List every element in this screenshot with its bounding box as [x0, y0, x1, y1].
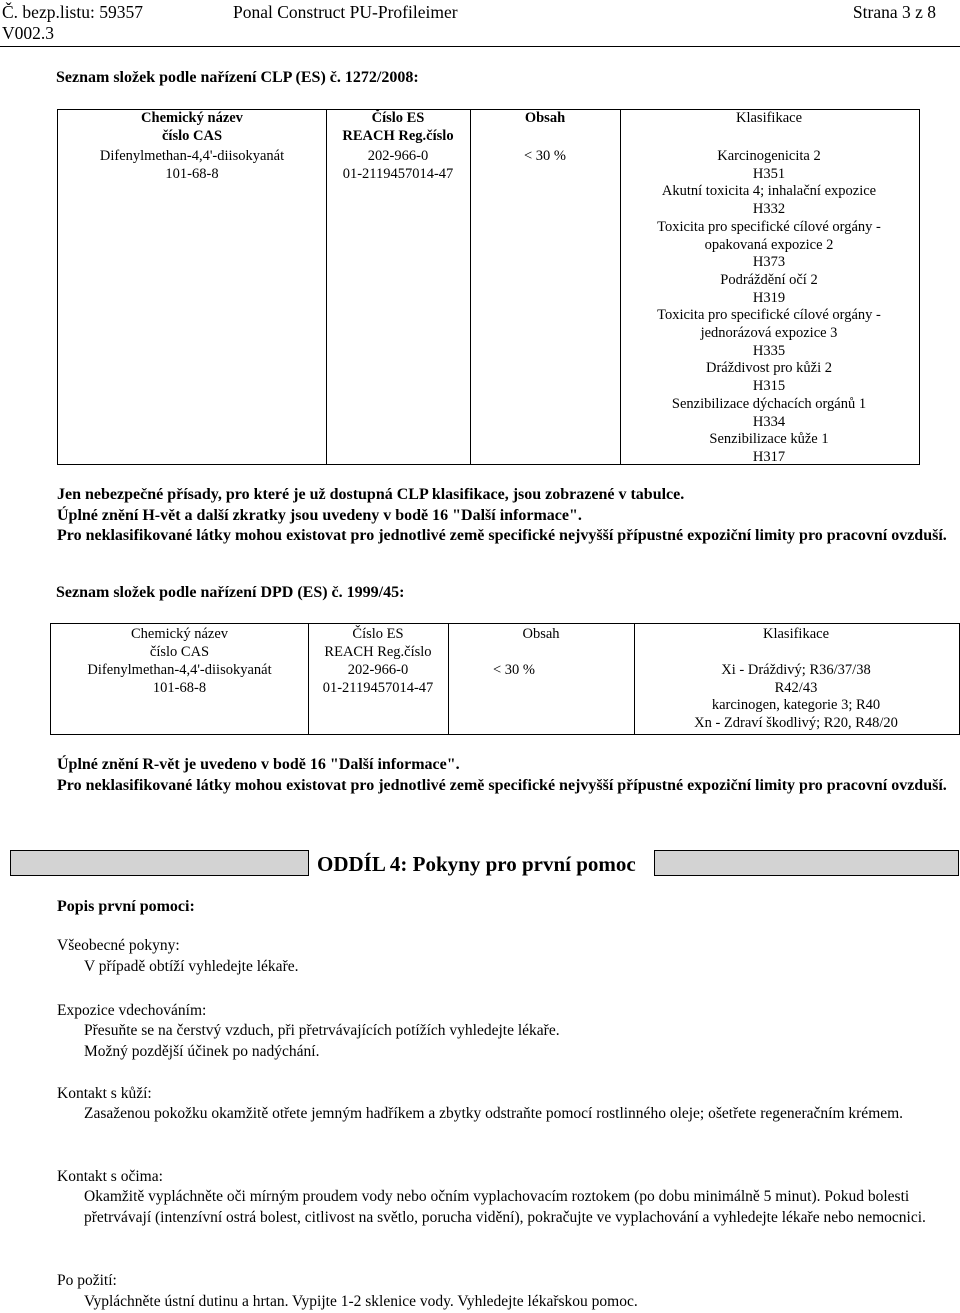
section-bar [654, 850, 959, 876]
classification-line: Xn - Zdraví škodlivý; R20, R48/20 [694, 715, 898, 732]
version-label: V002.3 [2, 23, 55, 43]
substance-classification [634, 662, 958, 733]
note-line: Jen nebezpečné přísady, pro které je už dostupná CLP klasifikace, jsou zobrazené v tabulce. [57, 486, 685, 503]
note-line: Pro neklasifikované látky mohou existovat pro jednotlivé země specifické nejvyšší přípustné expoziční limity pro pracovní ovzduší. [57, 776, 947, 794]
classification-line: Toxicita pro specifické cílové orgány - [657, 307, 881, 324]
classification-line: H334 [752, 413, 786, 430]
note-line: Pro neklasifikované látky mohou existovat pro jednotlivé země specifické nejvyšší přípustné expoziční limity pro pracovní ovzduší. [57, 527, 947, 544]
safety-sheet-number: Č. bezp.listu: 59357 [2, 2, 143, 22]
col-header-class: Klasifikace [735, 110, 803, 126]
classification-line: Dráždivost pro kůži 2 [705, 360, 833, 377]
classification-line: H315 [752, 378, 786, 395]
dpd-notes [57, 755, 957, 796]
clp-heading: Seznam složek podle nařízení CLP (ES) č. 1272/2008: [56, 69, 419, 86]
classification-line: Podráždění očí 2 [720, 271, 818, 288]
classification-line: H335 [752, 342, 786, 359]
clp-notes [57, 485, 957, 547]
eye-label: Kontakt s očima: [57, 1168, 163, 1185]
general-label: Všeobecné pokyny: [57, 937, 180, 954]
col-header-es: Číslo ES REACH Reg.číslo [342, 110, 454, 144]
classification-line: Akutní toxicita 4; inhalační expozice [661, 183, 877, 200]
skin-label: Kontakt s kůží: [57, 1085, 152, 1102]
col-header-name: Chemický název číslo CAS [141, 110, 243, 144]
swallow-label: Po požití: [57, 1272, 117, 1289]
header-divider [0, 46, 960, 47]
note-line: Úplné znění R-vět je uvedeno v bodě 16 "Další informace". [57, 756, 460, 773]
dpd-heading: Seznam složek podle nařízení DPD (ES) č. 1999/45: [56, 584, 405, 601]
classification-line: Senzibilizace kůže 1 [709, 431, 829, 448]
substance-name: Difenylmethan-4,4'-diisokyanát 101-68-8 [99, 148, 285, 182]
inhalation-text: Přesuňte se na čerstvý vzduch, při přetrvávajících potížích vyhledejte lékaře. Možný pozdější účinek po nadýchání. [84, 1022, 560, 1060]
classification-line: opakovaná expozice 2 [704, 236, 834, 253]
col-header-content: Obsah [524, 110, 566, 126]
col-header-content: Obsah [522, 626, 560, 642]
substance-classification [620, 148, 918, 467]
first-aid-subheading: Popis první pomoci: [57, 898, 195, 915]
col-header-class: Klasifikace [762, 626, 830, 642]
classification-line: R42/43 [774, 679, 818, 696]
classification-line: H317 [752, 448, 786, 465]
classification-line: Toxicita pro specifické cílové orgány - [657, 218, 881, 235]
classification-line: H332 [752, 201, 786, 218]
swallow-text: Vypláchněte ústní dutinu a hrtan. Vypijte 1-2 sklenice vody. Vyhledejte lékařskou pomoc. [84, 1293, 638, 1310]
eye-text: Okamžitě vypláchněte oči mírným proudem vody nebo očním vyplachovacím roztokem (po dobu minimálně 5 minut). Pokud bolesti přetrvávají (intenzívní ostrá bolest, citlivost na světlo, porucha vidění), pokračujte ve vyplachování a vyhledejte lékaře nebo nemocnici. [84, 1188, 926, 1226]
dpd-table [50, 623, 960, 735]
section-4-title: ODDÍL 4: Pokyny pro první pomoc [317, 852, 636, 876]
classification-line: Senzibilizace dýchacích orgánů 1 [671, 395, 867, 412]
substance-content: < 30 % [493, 662, 536, 678]
clp-table [57, 109, 920, 465]
col-header-es: Číslo ES REACH Reg.číslo [324, 626, 432, 660]
general-text: V případě obtíží vyhledejte lékaře. [84, 958, 299, 975]
classification-line: H373 [752, 254, 786, 271]
substance-content: < 30 % [523, 148, 566, 164]
product-name: Ponal Construct PU-Profileimer [233, 2, 458, 22]
section-bar [10, 850, 309, 876]
substance-es: 202-966-0 01-2119457014-47 [342, 148, 454, 182]
page-indicator: Strana 3 z 8 [852, 2, 936, 22]
substance-es: 202-966-0 01-2119457014-47 [322, 662, 434, 696]
inhalation-label: Expozice vdechováním: [57, 1002, 207, 1019]
classification-line: H319 [752, 289, 786, 306]
substance-name: Difenylmethan-4,4'-diisokyanát 101-68-8 [87, 662, 272, 696]
classification-line: karcinogen, kategorie 3; R40 [711, 697, 881, 714]
col-header-name: Chemický název číslo CAS [130, 626, 229, 660]
classification-line: jednorázová expozice 3 [700, 325, 838, 342]
note-line: Úplné znění H-vět a další zkratky jsou uvedeny v bodě 16 "Další informace". [57, 506, 582, 524]
classification-line: Karcinogenicita 2 [717, 148, 821, 164]
skin-text: Zasaženou pokožku okamžitě otřete jemným hadříkem a zbytky odstraňte pomocí rostlinného oleje; ošetřete regeneračním krémem. [84, 1105, 904, 1122]
classification-line: H351 [752, 165, 786, 182]
classification-line: Xi - Dráždivý; R36/37/38 [721, 662, 871, 678]
